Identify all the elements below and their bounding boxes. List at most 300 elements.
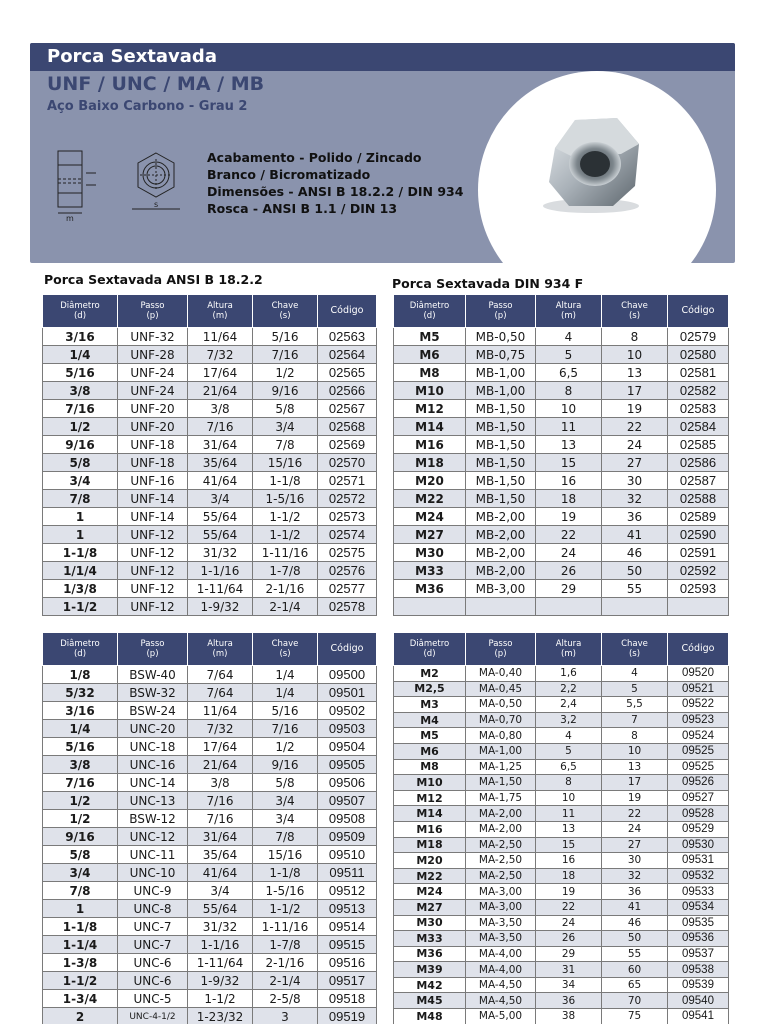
table-row	[394, 364, 729, 382]
cell-diametro: M16	[394, 436, 466, 454]
cell-diametro: 9/16	[43, 828, 118, 846]
cell-diametro: 7/16	[43, 400, 118, 418]
cell-codigo: 02589	[668, 508, 729, 526]
table-row	[394, 490, 729, 508]
col-altura: Altura (m)	[188, 633, 253, 666]
cell-codigo: 09534	[668, 899, 729, 915]
table-row	[43, 562, 377, 580]
cell-passo: UNC-8	[118, 900, 188, 918]
col-codigo: Código	[318, 633, 377, 666]
cell-diametro: 1	[43, 900, 118, 918]
cell-passo: UNC-4-1/2	[118, 1008, 188, 1024]
cell-altura: 17/64	[188, 364, 253, 382]
cell-diametro: 1	[43, 526, 118, 544]
cell-chave: 19	[602, 790, 668, 806]
cell-chave: 10	[602, 743, 668, 759]
cell-passo: MB-3,00	[466, 580, 536, 598]
col-passo: Passo (p)	[466, 633, 536, 666]
cell-codigo: 09513	[318, 900, 377, 918]
cell-diametro: 1-3/4	[43, 990, 118, 1008]
cell-chave: 30	[602, 472, 668, 490]
cell-codigo: 09540	[668, 993, 729, 1009]
table-row	[394, 328, 729, 346]
cell-diametro: M33	[394, 562, 466, 580]
table-row	[43, 382, 377, 400]
cell-passo: MA-2,50	[466, 868, 536, 884]
cell-passo: UNF-32	[118, 328, 188, 346]
cell-passo: UNF-24	[118, 382, 188, 400]
cell-diametro: 1/2	[43, 810, 118, 828]
cell-chave: 19	[602, 400, 668, 418]
cell-diametro: M36	[394, 946, 466, 962]
cell-chave: 1-11/16	[253, 544, 318, 562]
cell-diametro: M27	[394, 899, 466, 915]
cell-chave: 75	[602, 1009, 668, 1024]
cell-passo: UNC-6	[118, 972, 188, 990]
table-row	[43, 792, 377, 810]
cell-diametro: M30	[394, 544, 466, 562]
cell-codigo: 02579	[668, 328, 729, 346]
table-row	[394, 837, 729, 853]
cell-chave: 7/16	[253, 720, 318, 738]
cell-codigo: 09537	[668, 946, 729, 962]
cell-codigo: 09539	[668, 977, 729, 993]
cell-diametro: 1/3/8	[43, 580, 118, 598]
col-passo: Passo (p)	[466, 295, 536, 328]
table-row	[394, 759, 729, 775]
cell-codigo: 09501	[318, 684, 377, 702]
cell-diametro: M22	[394, 490, 466, 508]
cell-diametro: 3/16	[43, 702, 118, 720]
cell-diametro: 1/8	[43, 666, 118, 684]
cell-altura: 10	[536, 400, 602, 418]
cell-passo: MA-1,25	[466, 759, 536, 775]
cell-altura: 7/16	[188, 418, 253, 436]
col-diametro: Diâmetro (d)	[43, 295, 118, 328]
cell-codigo: 02578	[318, 598, 377, 616]
cell-passo: UNC-16	[118, 756, 188, 774]
cell-altura: 31/32	[188, 544, 253, 562]
spec-finish: Acabamento - Polido / Zincado	[207, 150, 422, 165]
cell-diametro: 7/16	[43, 774, 118, 792]
cell-chave: 65	[602, 977, 668, 993]
table-row	[394, 743, 729, 759]
cell-codigo: 09519	[318, 1008, 377, 1024]
cell-diametro: M18	[394, 454, 466, 472]
cell-diametro: M5	[394, 728, 466, 744]
cell-codigo: 02588	[668, 490, 729, 508]
table-row	[43, 828, 377, 846]
cell-passo: UNF-16	[118, 472, 188, 490]
cell-chave: 41	[602, 526, 668, 544]
cell-altura: 24	[536, 915, 602, 931]
cell-passo: UNC-20	[118, 720, 188, 738]
cell-passo: MB-1,50	[466, 490, 536, 508]
cell-codigo: 02566	[318, 382, 377, 400]
cell-diametro: M12	[394, 790, 466, 806]
cell-passo: MB-1,50	[466, 400, 536, 418]
cell-diametro: M39	[394, 962, 466, 978]
table-row	[394, 436, 729, 454]
cell-diametro: M22	[394, 868, 466, 884]
cell-passo: UNC-10	[118, 864, 188, 882]
cell-diametro: 1/4	[43, 720, 118, 738]
cell-diametro: M24	[394, 508, 466, 526]
cell-codigo: 02583	[668, 400, 729, 418]
cell-altura: 2,2	[536, 681, 602, 697]
cell-codigo: 09522	[668, 697, 729, 713]
cell-codigo: 09535	[668, 915, 729, 931]
table-row	[394, 666, 729, 682]
cell-altura: 6,5	[536, 364, 602, 382]
table-row	[43, 526, 377, 544]
cell-codigo: 09528	[668, 806, 729, 822]
cell-altura: 8	[536, 775, 602, 791]
cell-codigo: 02563	[318, 328, 377, 346]
cell-altura: 11	[536, 418, 602, 436]
col-chave: Chave (s)	[253, 295, 318, 328]
table-row	[43, 810, 377, 828]
cell-diametro: 5/8	[43, 846, 118, 864]
cell-altura: 22	[536, 526, 602, 544]
cell-altura: 24	[536, 544, 602, 562]
cell-diametro: 2	[43, 1008, 118, 1024]
cell-chave: 2-1/16	[253, 580, 318, 598]
table-row	[43, 954, 377, 972]
cell-altura: 8	[536, 382, 602, 400]
cell-altura: 3/8	[188, 400, 253, 418]
cell-passo: MB-1,00	[466, 382, 536, 400]
cell-passo: UNF-12	[118, 526, 188, 544]
table-row	[394, 508, 729, 526]
cell-altura: 16	[536, 472, 602, 490]
cell-passo: UNF-12	[118, 544, 188, 562]
cell-codigo: 09525	[668, 759, 729, 775]
col-passo: Passo (p)	[118, 633, 188, 666]
cell-codigo: 09526	[668, 775, 729, 791]
table-row	[43, 882, 377, 900]
cell-chave: 3/4	[253, 810, 318, 828]
table-row	[394, 697, 729, 713]
cell-diametro: 5/16	[43, 364, 118, 382]
cell-altura: 2,4	[536, 697, 602, 713]
cell-diametro: M8	[394, 759, 466, 775]
cell-altura: 10	[536, 790, 602, 806]
table-row	[394, 853, 729, 869]
cell-diametro: M18	[394, 837, 466, 853]
col-chave: Chave (s)	[253, 633, 318, 666]
cell-passo: MA-2,00	[466, 806, 536, 822]
cell-altura: 18	[536, 490, 602, 508]
cell-passo: MB-1,50	[466, 454, 536, 472]
table-row	[394, 346, 729, 364]
cell-chave: 36	[602, 884, 668, 900]
hex-nut-photo	[525, 108, 655, 218]
table-din-mb	[393, 294, 729, 616]
col-diametro: Diâmetro (d)	[394, 295, 466, 328]
cell-altura: 3,2	[536, 712, 602, 728]
cell-passo: UNF-14	[118, 508, 188, 526]
cell-chave: 27	[602, 454, 668, 472]
table-row	[394, 728, 729, 744]
cell-chave: 1-1/8	[253, 472, 318, 490]
cell-codigo: 02580	[668, 346, 729, 364]
cell-codigo: 09536	[668, 931, 729, 947]
cell-passo: MA-5,00	[466, 1009, 536, 1024]
cell-codigo: 09520	[668, 666, 729, 682]
cell-chave: 7/8	[253, 828, 318, 846]
table-row	[394, 806, 729, 822]
cell-codigo: 02573	[318, 508, 377, 526]
table-row	[43, 472, 377, 490]
table-row	[394, 821, 729, 837]
col-chave: Chave (s)	[602, 633, 668, 666]
cell-altura	[536, 598, 602, 616]
cell-chave: 50	[602, 931, 668, 947]
cell-altura: 1-23/32	[188, 1008, 253, 1024]
col-altura: Altura (m)	[536, 295, 602, 328]
cell-passo: MA-4,50	[466, 993, 536, 1009]
cell-passo: MA-0,80	[466, 728, 536, 744]
cell-chave: 3	[253, 1008, 318, 1024]
table-row	[394, 562, 729, 580]
cell-diametro: 1-1/2	[43, 972, 118, 990]
cell-chave: 1-5/16	[253, 882, 318, 900]
cell-altura: 29	[536, 946, 602, 962]
cell-passo: UNF-12	[118, 562, 188, 580]
spec-dimensions: Dimensões - ANSI B 18.2.2 / DIN 934	[207, 184, 464, 199]
cell-passo: MA-1,50	[466, 775, 536, 791]
cell-passo: UNC-9	[118, 882, 188, 900]
table-row	[394, 544, 729, 562]
cell-altura: 55/64	[188, 900, 253, 918]
table-row	[394, 526, 729, 544]
cell-altura: 1-1/2	[188, 990, 253, 1008]
cell-chave: 22	[602, 418, 668, 436]
cell-diametro: M16	[394, 821, 466, 837]
cell-diametro: 5/8	[43, 454, 118, 472]
table-row	[43, 490, 377, 508]
cell-passo: UNF-28	[118, 346, 188, 364]
cell-diametro: M10	[394, 382, 466, 400]
cell-altura: 19	[536, 508, 602, 526]
cell-codigo: 02571	[318, 472, 377, 490]
cell-passo	[466, 598, 536, 616]
cell-codigo: 02576	[318, 562, 377, 580]
cell-altura: 1-11/64	[188, 954, 253, 972]
cell-codigo: 09505	[318, 756, 377, 774]
table-row	[43, 508, 377, 526]
cell-codigo: 09530	[668, 837, 729, 853]
cell-chave: 13	[602, 364, 668, 382]
cell-codigo: 09532	[668, 868, 729, 884]
cell-codigo: 09533	[668, 884, 729, 900]
cell-diametro: 1/4	[43, 346, 118, 364]
table-row	[394, 400, 729, 418]
cell-codigo: 02570	[318, 454, 377, 472]
cell-diametro: M42	[394, 977, 466, 993]
cell-altura: 7/16	[188, 792, 253, 810]
cell-codigo: 02585	[668, 436, 729, 454]
cell-chave: 30	[602, 853, 668, 869]
cell-chave: 3/4	[253, 418, 318, 436]
cell-diametro: 9/16	[43, 436, 118, 454]
cell-altura: 4	[536, 728, 602, 744]
cell-altura: 1-9/32	[188, 598, 253, 616]
cell-altura: 11/64	[188, 328, 253, 346]
table-row	[43, 900, 377, 918]
cell-diametro: M14	[394, 418, 466, 436]
cell-codigo: 02567	[318, 400, 377, 418]
cell-passo: MA-3,00	[466, 899, 536, 915]
cell-altura: 31	[536, 962, 602, 978]
cell-chave: 9/16	[253, 382, 318, 400]
cell-chave: 1-1/2	[253, 900, 318, 918]
cell-codigo: 02592	[668, 562, 729, 580]
cell-altura: 5	[536, 346, 602, 364]
cell-passo: UNC-5	[118, 990, 188, 1008]
cell-codigo: 02586	[668, 454, 729, 472]
cell-codigo: 09538	[668, 962, 729, 978]
cell-codigo: 02564	[318, 346, 377, 364]
cell-altura: 13	[536, 821, 602, 837]
cell-diametro: M2	[394, 666, 466, 682]
table-title-ansi: Porca Sextavada ANSI B 18.2.2	[44, 272, 263, 287]
cell-passo: MA-4,00	[466, 946, 536, 962]
col-chave: Chave (s)	[602, 295, 668, 328]
col-passo: Passo (p)	[118, 295, 188, 328]
cell-diametro: 7/8	[43, 882, 118, 900]
table-row	[394, 454, 729, 472]
table-ansi-unc	[42, 632, 377, 1024]
cell-altura: 1-11/64	[188, 580, 253, 598]
table-row	[43, 418, 377, 436]
cell-passo: UNC-11	[118, 846, 188, 864]
cell-chave: 60	[602, 962, 668, 978]
table-row	[394, 946, 729, 962]
cell-diametro: 1/1/4	[43, 562, 118, 580]
cell-codigo: 09515	[318, 936, 377, 954]
cell-codigo: 09502	[318, 702, 377, 720]
cell-chave: 1/4	[253, 666, 318, 684]
cell-chave: 1/2	[253, 364, 318, 382]
cell-codigo: 09529	[668, 821, 729, 837]
cell-passo: MA-2,50	[466, 837, 536, 853]
cell-diametro: M36	[394, 580, 466, 598]
cell-diametro: M12	[394, 400, 466, 418]
cell-altura: 13	[536, 436, 602, 454]
page-subtitle: UNF / UNC / MA / MB	[47, 73, 265, 95]
cell-passo: MB-0,75	[466, 346, 536, 364]
cell-codigo: 02584	[668, 418, 729, 436]
label-m: m	[66, 214, 74, 223]
cell-chave: 2-1/4	[253, 972, 318, 990]
cell-diametro: 3/4	[43, 864, 118, 882]
cell-passo: MB-2,00	[466, 508, 536, 526]
cell-chave: 24	[602, 821, 668, 837]
cell-altura: 1-9/32	[188, 972, 253, 990]
cell-passo: BSW-12	[118, 810, 188, 828]
table-ansi-unf	[42, 294, 377, 616]
cell-passo: MA-1,00	[466, 743, 536, 759]
cell-codigo: 09503	[318, 720, 377, 738]
cell-altura: 41/64	[188, 864, 253, 882]
cell-diametro: 1/2	[43, 792, 118, 810]
cell-diametro: 1/2	[43, 418, 118, 436]
cell-codigo: 09500	[318, 666, 377, 684]
cell-codigo: 02565	[318, 364, 377, 382]
cell-diametro: M48	[394, 1009, 466, 1024]
cell-diametro: 5/32	[43, 684, 118, 702]
cell-chave: 7/16	[253, 346, 318, 364]
cell-chave: 24	[602, 436, 668, 454]
cell-altura: 1,6	[536, 666, 602, 682]
cell-diametro: M8	[394, 364, 466, 382]
cell-passo: MB-1,00	[466, 364, 536, 382]
cell-chave: 55	[602, 946, 668, 962]
cell-passo: MB-1,50	[466, 436, 536, 454]
cell-chave: 5/16	[253, 702, 318, 720]
cell-chave: 32	[602, 868, 668, 884]
cell-passo: UNC-7	[118, 918, 188, 936]
cell-chave: 10	[602, 346, 668, 364]
cell-altura: 35/64	[188, 454, 253, 472]
table-row	[43, 454, 377, 472]
cell-chave: 8	[602, 328, 668, 346]
cell-passo: UNF-12	[118, 580, 188, 598]
table-row	[43, 364, 377, 382]
cell-diametro: M6	[394, 346, 466, 364]
cell-codigo: 09508	[318, 810, 377, 828]
table-row	[394, 1009, 729, 1024]
table-row	[43, 720, 377, 738]
cell-altura: 11/64	[188, 702, 253, 720]
cell-altura: 5	[536, 743, 602, 759]
cell-passo: MA-0,50	[466, 697, 536, 713]
cell-chave: 1/2	[253, 738, 318, 756]
cell-diametro: M4	[394, 712, 466, 728]
hex-nut-technical-drawing	[48, 143, 198, 223]
cell-diametro: 7/8	[43, 490, 118, 508]
cell-passo: BSW-32	[118, 684, 188, 702]
cell-passo: MA-0,70	[466, 712, 536, 728]
table-row	[43, 936, 377, 954]
cell-chave: 2-1/4	[253, 598, 318, 616]
cell-chave: 70	[602, 993, 668, 1009]
cell-passo: MB-0,50	[466, 328, 536, 346]
cell-passo: MB-2,00	[466, 544, 536, 562]
table-row	[394, 993, 729, 1009]
cell-diametro: M27	[394, 526, 466, 544]
cell-altura: 15	[536, 837, 602, 853]
cell-chave: 5/8	[253, 400, 318, 418]
cell-diametro: M6	[394, 743, 466, 759]
cell-chave: 3/4	[253, 792, 318, 810]
col-altura: Altura (m)	[188, 295, 253, 328]
cell-passo: MA-3,00	[466, 884, 536, 900]
cell-passo: UNF-20	[118, 400, 188, 418]
cell-passo: MA-0,40	[466, 666, 536, 682]
page-title: Porca Sextavada	[47, 46, 217, 67]
table-row	[43, 774, 377, 792]
label-s: s	[154, 200, 159, 209]
cell-chave: 17	[602, 775, 668, 791]
cell-chave: 8	[602, 728, 668, 744]
cell-diametro: 1-3/8	[43, 954, 118, 972]
cell-passo: MA-1,75	[466, 790, 536, 806]
cell-altura: 3/4	[188, 490, 253, 508]
cell-codigo: 09531	[668, 853, 729, 869]
